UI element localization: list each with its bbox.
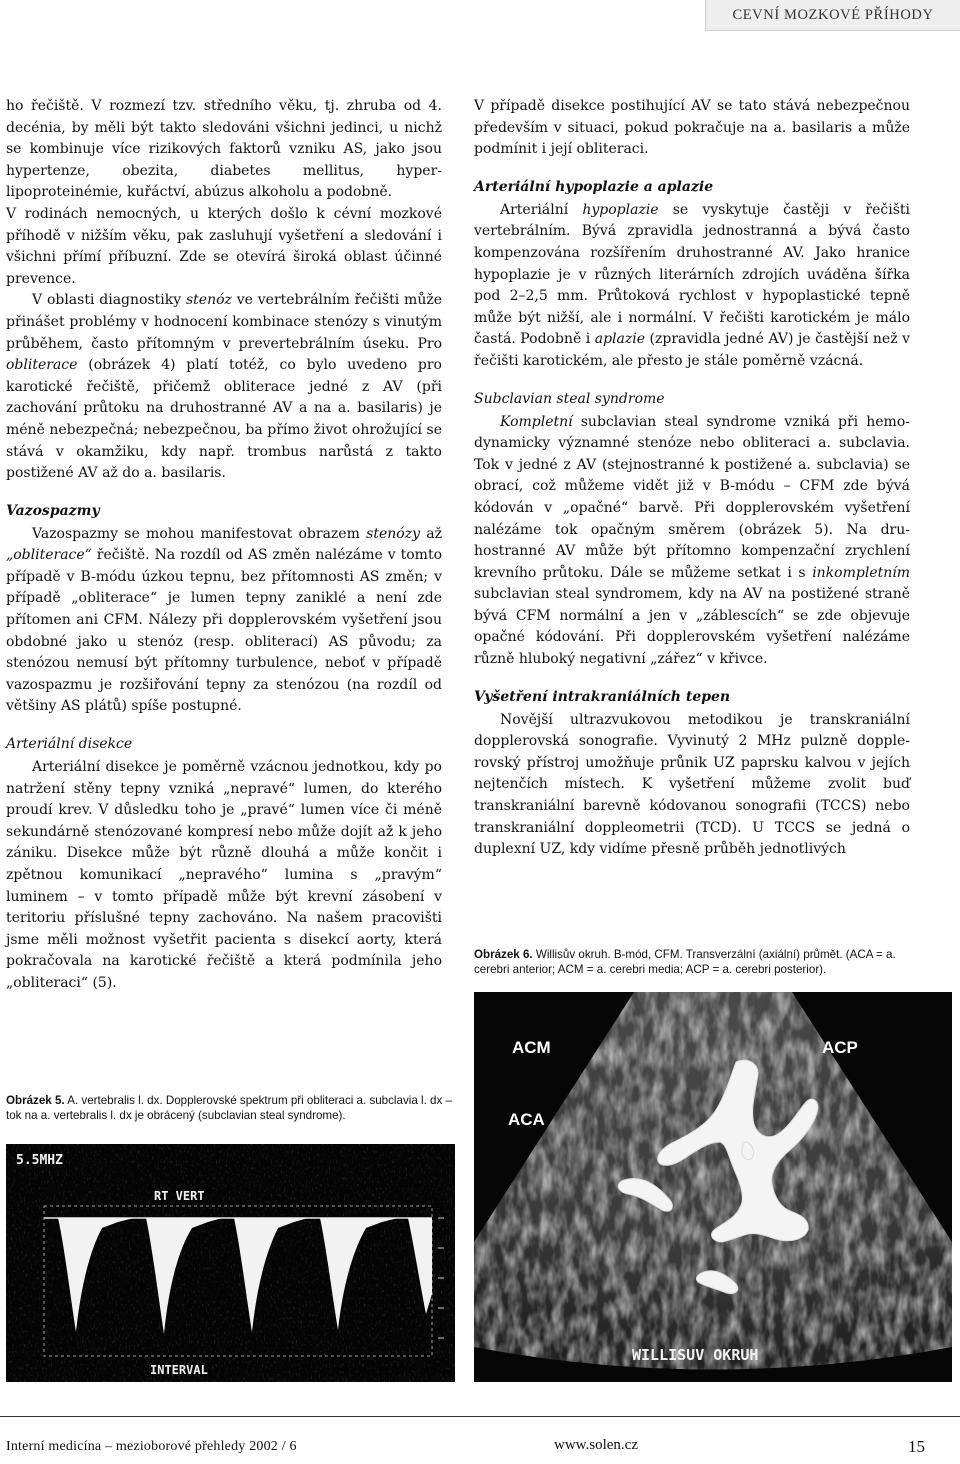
- doppler-frequency-label: 5.5MHZ: [16, 1153, 63, 1168]
- paragraph: Kompletní subclavian steal syndrome vzniká při hemodynamicky významné stenóze nebo obliteraci a. subclavia. Tok v jedné z AV (stejnostranné k postižené a. subclavia) se obrací, což můžeme vidět již v B-módu – CFM zde bývá kódován v „opačné“ barvě. Při dopplerovském vyšetření nalézáme tok opačným směrem (obrázek 5). Na druhostranné AV může být přítomno kompenzační zrychlení krevního průtoku. Dále se můžeme setkat i s inkompletním subclavian steal syndromem, kdy na AV na postižené straně bývá CFM normální a jen v „záblescích“ se zde objevuje opačné kódování. Při dopplerovském vyšetření nalézáme různě hluboký negativní „zářez“ v křivce.: [474, 413, 910, 668]
- paragraph: V oblasti diagnostiky stenóz ve vertebrálním řečišti může přinášet problémy v hodnocení kombinace stenózy s vinutým průběhem, často přítomným v prevertebrálním úseku. Pro obliterace (obrázek 4) platí totéž, co bylo uvedeno pro karotické řečiště, přičemž obliterace jedné z AV (při zachování průtoku na druhostranné AV a na a. basilaris) je méně nebezpečná; nebezpečnou, ba přímo život ohrožující se stává v okamžiku, kdy např. trombus narůstá z takto postižené AV až do a. basilaris.: [6, 292, 443, 482]
- running-title: CEVNÍ MOZKOVÉ PŘÍHODY: [732, 6, 934, 23]
- paragraph: Novější ultrazvukovou metodikou je transkraniální dopplerovská sonografie. Vyvinutý 2 MHz pulzně dopplerovský přístroj umožňuje průnik UZ paprsku kalvou v jejích nejtenčích místech. K vyšetření můžeme zvolit buď transkraniální barevně kódovanou sonografii (TCCS) nebo transkraniální doppleometrii (TCD). U TCCS se jedná o duplexní UZ, kdy vidíme přesně průběh jednotlivých: [474, 711, 910, 858]
- doppler-spectrum-svg: [6, 1144, 455, 1382]
- section-heading-disekce: Arteriální disekce: [6, 736, 133, 753]
- section-heading-vazospazmy: Vazospazmy: [6, 502, 100, 519]
- figure-5-doppler-image: [6, 1144, 455, 1382]
- left-column: [6, 96, 442, 995]
- label-acp: ACP: [822, 1038, 858, 1057]
- page-footer: [0, 1416, 960, 1464]
- paragraph: Arteriální disekce je poměrně vzácnou jednotkou, kdy po natržení stěny tepny vzniká „nepravé“ lumen, do kterého proudí krev. V důsledku toho je „pravé“ lumen více či méně sekundárně stenózované kompresí nebo může dojít až k jeho zániku. Disekce může být různě dlouhá a může končit i zpětnou komunikací „nepravého“ lumina s „pravým“ luminem – v tomto případě může být krevní zásobení v teritoriu příslušné tepny zachováno. Na našem pracovišti jsme měli možnost vyšetřit pacienta s disekcí aorty, která pokračovala na karotické řečiště a která podmínila jeho „obliteraci“ (5).: [6, 759, 442, 991]
- ultrasound-caption-text: WILLISUV OKRUH: [632, 1346, 759, 1364]
- paragraph: Vazospazmy se mohou manifestovat obrazem stenózy až „obliterace“ řečiště. Na rozdíl od AS změn nalézáme v tomto případě v B-módu úzkou tepnu, bez přítomnosti AS změn; v případě „obliterace“ je lumen tepny zaniklé a není zde přítomen ani CFM. Nálezy při dopplerovském vyšetření jsou obdobné jako u stenóz (resp. obliterací) AS původu; za stenózou nemusí být přítomny turbulence, neboť v případě vazospazmu je rozšiřování tepny za stenózou (na rozdíl od většiny AS plátů) spíše postupné.: [6, 525, 442, 715]
- doppler-view-label: RT VERT: [154, 1189, 205, 1203]
- paragraph: V rodinách nemocných, u kterých došlo k cévní mozkové příhodě v nižším věku, pak zasluhují vyšetření a sledování i všichni přímí příbuzní. Zde se otevírá široká oblast účinné prevence.: [6, 205, 442, 287]
- label-aca: ACA: [508, 1110, 545, 1129]
- paragraph: ho řečiště. V rozmezí tzv. středního věku, tj. zhruba od 4. decénia, by měli být takto sledováni všichni jedinci, u nichž se kombinuje více rizikových faktorů vzniku AS, jako jsou hypertenze, obezita, diabetes mellitus, hyperlipoproteinémie, kuřáctví, abúzus alkoholu a podobně.: [6, 98, 442, 201]
- figure-6-caption: Obrázek 6. Willisův okruh. B-mód, CFM. Transverzální (axiální) průmět. (ACA = a. cerebri anterior; ACM = a. cerebri media; ACP = a. cerebri posterior).: [474, 948, 896, 976]
- figure-5-caption: Obrázek 5. A. vertebralis l. dx. Dopplerovské spektrum při obliteraci a. subclavia l. dx – tok na a. vertebralis l. dx je obrácený (subclavian steal syndrome).: [6, 1094, 452, 1122]
- section-heading-subclavian: Subclavian steal syndrome: [474, 390, 665, 407]
- running-header: [705, 0, 960, 31]
- page-number: 15: [908, 1437, 925, 1456]
- right-column: [474, 96, 910, 861]
- journal-url: www.solen.cz: [554, 1437, 639, 1453]
- section-heading-intrakranialni: Vyšetření intrakraniálních tepen: [474, 688, 731, 705]
- paragraph: V případě disekce postihující AV se tato stává nebezpečnou především v situaci, pokud pokračuje na a. basilaris a může podmínit i její obliteraci.: [474, 98, 910, 158]
- journal-name: Interní medicína – mezioborové přehledy 2002 / 6: [6, 1439, 297, 1454]
- paragraph: Arteriální hypoplazie se vyskytuje častěji v řečišti vertebrálním. Bývá zpravidla jednostranná a bývá často kompenzována rozšířením druhostranné AV. Jako hranice hypoplazie je v různých literárních zdrojích uváděna šířka pod 2–2,5 mm. Průtoková rychlost v hypoplastické tepně může být nižší, ale i normální. V řečišti karotickém je málo častá. Podobně i aplazie (zpravidla jedné AV) je častější než v řečišti karotickém, ale přesto je stále poměrně vzácná.: [474, 201, 910, 369]
- doppler-interval-label: INTERVAL: [150, 1363, 208, 1377]
- label-acm: ACM: [512, 1038, 551, 1057]
- section-heading-hypoplazie: Arteriální hypoplazie a aplazie: [474, 178, 714, 195]
- figure-6-ultrasound-image: [474, 992, 952, 1382]
